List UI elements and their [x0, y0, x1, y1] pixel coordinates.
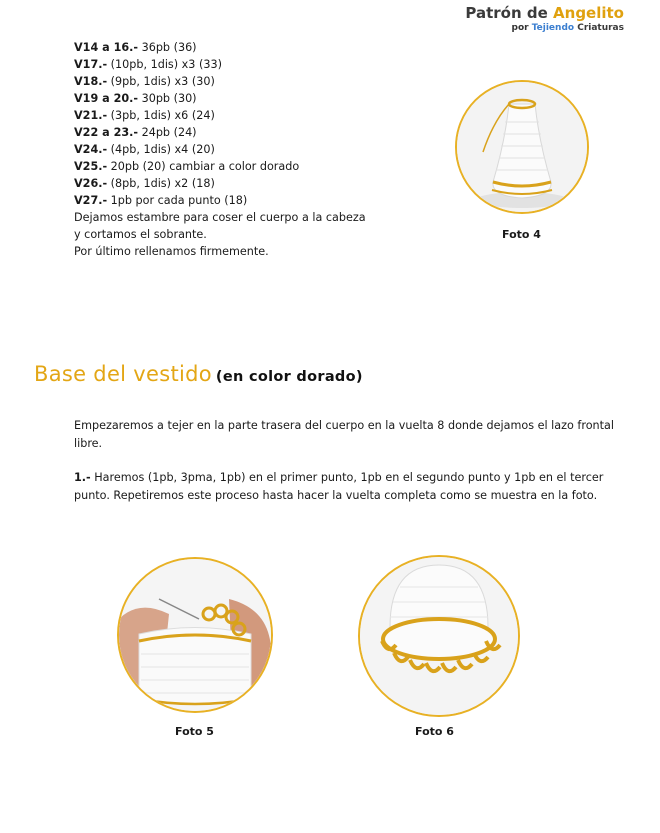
row-instruction: V22 a 23.- 24pb (24): [74, 126, 197, 139]
photo-4-caption: Foto 4: [502, 228, 541, 241]
intro-paragraph: Empezaremos a tejer en la parte trasera del cuerpo en la vuelta 8 donde dejamos el lazo frontal libre.: [74, 419, 614, 450]
crochet-skirt-image: [360, 557, 518, 715]
note-line: Dejamos estambre para coser el cuerpo a la cabeza: [74, 211, 366, 224]
photo-5: [117, 557, 273, 713]
section-subtitle: (en color dorado): [215, 369, 363, 385]
row-instruction: V21.- (3pb, 1dis) x6 (24): [74, 109, 215, 122]
pattern-title: Patrón de Angelito: [465, 4, 624, 22]
pattern-byline: por Tejiendo Criaturas: [511, 23, 624, 33]
row-instruction: V26.- (8pb, 1dis) x2 (18): [74, 177, 215, 190]
row-instruction: V17.- (10pb, 1dis) x3 (33): [74, 58, 222, 71]
photo-6: [358, 555, 520, 717]
row-instruction: V27.- 1pb por cada punto (18): [74, 194, 248, 207]
crochet-hands-image: [119, 559, 271, 711]
photo-5-caption: Foto 5: [175, 725, 214, 738]
pattern-header: [465, 4, 624, 33]
row-instruction: V24.- (4pb, 1dis) x4 (20): [74, 143, 215, 156]
photo-6-caption: Foto 6: [415, 725, 454, 738]
note-line: Por último rellenamos firmemente.: [74, 245, 269, 258]
photo-4: [455, 80, 589, 214]
row-instruction: V25.- 20pb (20) cambiar a color dorado: [74, 160, 300, 173]
crochet-body-image: [457, 82, 587, 212]
row-instruction: V19 a 20.- 30pb (30): [74, 92, 197, 105]
section-title: Base del vestido (en color dorado): [34, 362, 363, 386]
row-instructions: [74, 39, 299, 209]
row-instruction: V18.- (9pb, 1dis) x3 (30): [74, 75, 215, 88]
step-1-paragraph: 1.- Haremos (1pb, 3pma, 1pb) en el primer punto, 1pb en el segundo punto y 1pb en el tercer punto. Repetiremos este proceso hasta hacer la vuelta completa como se muestra en la foto.: [74, 471, 604, 502]
finishing-notes: [74, 209, 366, 260]
row-instruction: V14 a 16.- 36pb (36): [74, 41, 197, 54]
note-line: y cortamos el sobrante.: [74, 228, 207, 241]
